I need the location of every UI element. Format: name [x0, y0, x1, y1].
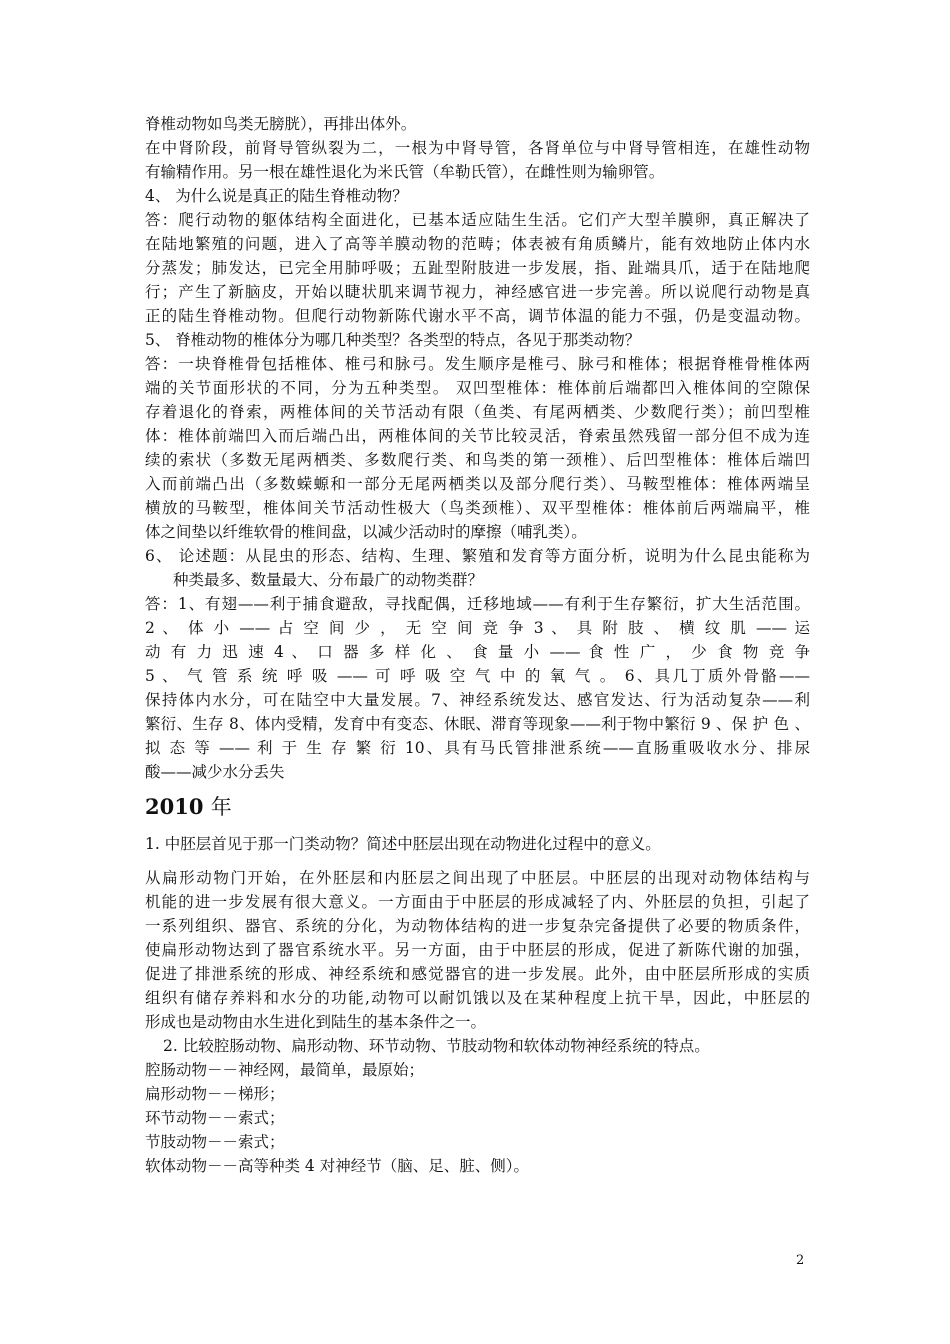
answer-line: 拟 态 等 —— 利 于 生 存 繁 衍 10、具有马氏管排泄系统——直肠重吸收水分、排尿: [145, 739, 810, 757]
section-question-2: [145, 1034, 810, 1178]
answer-line: 形成也是动物由水生进化到陆生的基本条件之一。: [145, 1013, 487, 1031]
answer-line: 环节动物－－索式；: [145, 1109, 285, 1127]
question-heading: 1. 中胚层首见于那一门类动物？简述中胚层出现在动物进化过程中的意义。: [145, 835, 661, 853]
answer-line: 腔肠动物－－神经网，最简单，最原始；: [145, 1061, 425, 1079]
question-4: [145, 184, 810, 328]
text-line: 在中肾阶段，前肾导管纵裂为二，一根为中肾导管，各肾单位与中肾导管相连，在雄性动物: [145, 139, 810, 157]
text-line: 脊椎动物如鸟类无膀胱），再排出体外。: [145, 115, 417, 133]
year-number: 2010: [145, 794, 204, 819]
question-6: [145, 544, 810, 784]
answer-line: 一系列组织、器官、系统的分化，为动物体结构的进一步复杂完备提供了必要的物质条件，: [145, 917, 810, 935]
question-5: [145, 328, 810, 544]
answer-line: 答：1、有翅——利于捕食避敌，寻找配偶，迁移地域——有利于生存繁衍，扩大生活范围。: [145, 595, 810, 613]
answer-line: 酸——减少水分丢失: [145, 763, 285, 781]
answer-line: 行；产生了新脑皮，开始以睫状肌来调节视力，神经感官进一步完善。所以说爬行动物是真: [145, 283, 810, 301]
answer-line: 分蒸发；肺发达，已完全用肺呼吸；五趾型附肢进一步发展，指、趾端具爪，适于在陆地爬: [145, 259, 810, 277]
answer-line: 使扁形动物达到了器官系统水平。另一方面，由于中胚层的形成，促进了新陈代谢的加强，: [145, 941, 810, 959]
answer-line: 体之间垫以纤维软骨的椎间盘，以减少活动时的摩擦（哺乳类）。: [145, 523, 587, 541]
year-heading: [145, 792, 810, 822]
text-line: 有输精作用。另一根在雄性退化为米氏管（牟勒氏管），在雌性则为输卵管。: [145, 163, 665, 181]
answer-line: 答：爬行动物的躯体结构全面进化，已基本适应陆生生活。它们产大型羊膜卵，真正解决了: [145, 211, 810, 229]
answer-line: 存着退化的脊索，两椎体间的关节活动有限（鱼类、有尾两栖类、少数爬行类）；前凹型椎: [145, 403, 810, 421]
answer-line: 从扁形动物门开始，在外胚层和内胚层之间出现了中胚层。中胚层的出现对动物体结构与: [145, 869, 810, 887]
question-heading: 5、 脊椎动物的椎体分为哪几种类型？各类型的特点，各见于那类动物？: [145, 331, 641, 349]
answer-line: 繁衍、生存 8、体内受精，发育中有变态、休眠、滞育等现象——利于物中繁衍 9 、保 护 色 、: [145, 715, 810, 733]
answer-line: 机能的进一步发展有很大意义。一方面由于中胚层的形成减轻了内、外胚层的负担，引起了: [145, 893, 810, 911]
answer-line: 答：一块脊椎骨包括椎体、椎弓和脉弓。发生顺序是椎弓、脉弓和椎体；根据脊椎骨椎体两: [145, 355, 810, 373]
answer-line: 续的索状（多数无尾两栖类、多数爬行类、和鸟类的第一颈椎）、后凹型椎体：椎体后端凹: [145, 451, 810, 469]
answer-line: 保持体内水分，可在陆空中大量发展。7、神经系统发达、感官发达、行为活动复杂——利: [145, 691, 810, 709]
question-heading: 2. 比较腔肠动物、扁形动物、环节动物、节肢动物和软体动物神经系统的特点。: [163, 1037, 710, 1055]
question-heading: 4、 为什么说是真正的陆生脊椎动物？: [145, 187, 408, 205]
page-number: 2: [796, 1253, 805, 1268]
year-suffix: 年: [210, 795, 232, 819]
question-heading: 6、 论述题：从昆虫的形态、结构、生理、繁殖和发育等方面分析，说明为什么昆虫能称为: [145, 547, 810, 565]
answer-line: 动 有 力 迅 速 4 、 口 器 多 样 化 、 食 量 小 —— 食 性 广 ， 少 食 物 竞 争: [145, 643, 810, 661]
answer-line: 扁形动物－－梯形；: [145, 1085, 285, 1103]
answer-line: 节肢动物－－索式；: [145, 1133, 285, 1151]
answer-line: 组织有储存养料和水分的功能,动物可以耐饥饿以及在某种程度上抗干旱，因此，中胚层的: [145, 989, 810, 1007]
answer-line: 5 、 气 管 系 统 呼 吸 —— 可 呼 吸 空 气 中 的 氧 气 。 6、具几丁质外骨骼——: [145, 667, 810, 685]
answer-line: 端的关节面形状的不同，分为五种类型。 双凹型椎体：椎体前后端都凹入椎体间的空隙保: [145, 379, 810, 397]
answer-line: 2 、 体 小 —— 占 空 间 少 ， 无 空 间 竞 争 3 、 具 附 肢 、 横 纹 肌 —— 运: [145, 619, 810, 637]
answer-line: 正的陆生脊椎动物。但爬行动物新陈代谢水平不高，调节体温的能力不强，仍是变温动物。: [145, 307, 810, 325]
question-heading: 种类最多、数量最大、分布最广的动物类群？: [173, 571, 484, 589]
answer-line: 入而前端凸出（多数蝾螈和一部分无尾两栖类以及部分爬行类）、马鞍型椎体：椎体两端呈: [145, 475, 810, 493]
section-question-1: [145, 832, 810, 1034]
answer-line: 体：椎体前端凹入而后端凸出，两椎体间的关节比较灵活，脊索虽然残留一部分但不成为连: [145, 427, 810, 445]
continuation-paragraph: [145, 112, 810, 184]
answer-line: 在陆地繁殖的问题，进入了高等羊膜动物的范畴；体表被有角质鳞片，能有效地防止体内水: [145, 235, 810, 253]
answer-line: 横放的马鞍型，椎体间关节活动性极大（鸟类颈椎）、双平型椎体：椎体前后两端扁平，椎: [145, 499, 810, 517]
answer-line: 促进了排泄系统的形成、神经系统和感觉器官的进一步发展。此外，由中胚层所形成的实质: [145, 965, 810, 983]
document-body: [145, 112, 810, 1178]
answer-line: 软体动物－－高等种类 4 对神经节（脑、足、脏、侧）。: [145, 1157, 529, 1175]
